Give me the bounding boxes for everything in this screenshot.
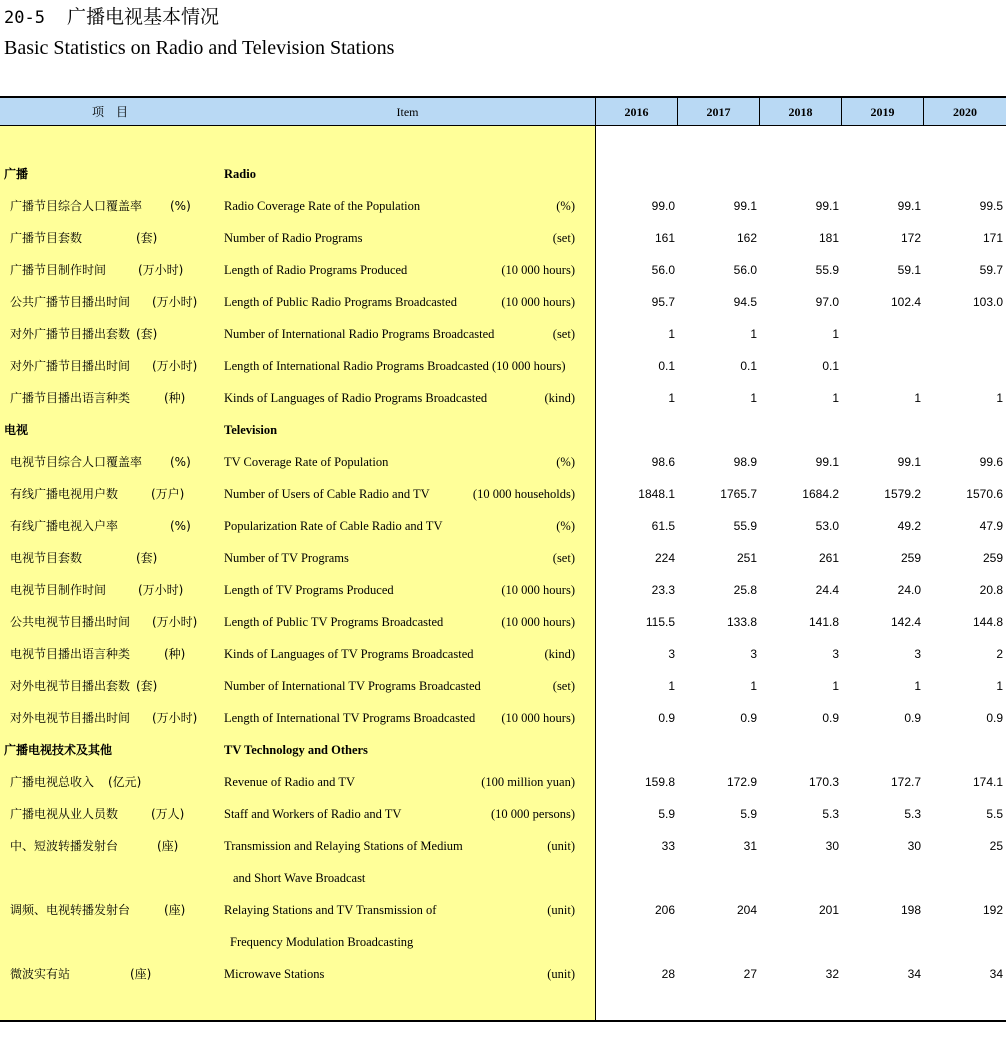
value-cell: 34 [989, 967, 1003, 981]
unit-label-cn: (万小时) [152, 711, 198, 725]
value-cell: 34 [907, 967, 921, 981]
item-label-cn: 广播节目套数 [10, 231, 83, 245]
item-label-cn: 电视节目综合人口覆盖率 [10, 455, 143, 469]
table-row [0, 711, 1006, 743]
unit-label-cn: (座) [164, 903, 186, 917]
value-cell: 1 [750, 391, 757, 405]
value-cell: 1 [668, 327, 675, 341]
table-row [0, 839, 1006, 871]
table-bottom-rule [0, 1020, 1006, 1022]
item-label-en: Number of Users of Cable Radio and TV [224, 487, 430, 501]
value-cell: 171 [982, 231, 1003, 245]
value-cell: 99.0 [651, 199, 675, 213]
item-label-cn: 电视节目套数 [10, 551, 83, 565]
value-cell: 55.9 [815, 263, 839, 277]
unit-label-en: (10 000 persons) [490, 807, 575, 821]
value-cell: 99.6 [979, 455, 1003, 469]
unit-label-en: (10 000 hours) [501, 615, 575, 629]
value-cell: 1 [832, 679, 839, 693]
value-cell: 56.0 [651, 263, 675, 277]
unit-label-en: (kind) [544, 647, 575, 661]
unit-label-en: (set) [552, 327, 575, 341]
header-year: 2016 [624, 105, 649, 119]
value-cell: 25 [989, 839, 1003, 853]
value-cell: 1 [750, 327, 757, 341]
unit-label-en: (10 000 hours) [501, 711, 575, 725]
unit-label-cn: (万小时) [152, 615, 198, 629]
table-row [0, 359, 1006, 391]
value-cell: 53.0 [815, 519, 839, 533]
value-cell: 1 [668, 391, 675, 405]
unit-label-en: (10 000 hours) [501, 263, 575, 277]
value-cell: 261 [818, 551, 839, 565]
table-row [0, 807, 1006, 839]
value-cell: 115.5 [645, 615, 675, 629]
value-cell: 3 [914, 647, 921, 661]
unit-label-cn: (万户) [151, 487, 185, 501]
value-cell: 99.1 [733, 199, 757, 213]
item-label-en: Length of Public Radio Programs Broadcasted [224, 295, 457, 309]
value-cell: 0.1 [822, 359, 839, 373]
value-cell: 0.9 [740, 711, 757, 725]
table-row [0, 903, 1006, 935]
table-title-cn [4, 6, 219, 29]
item-label-en: Length of Radio Programs Produced [224, 263, 408, 277]
item-label-cn: 电视节目播出语言种类 [10, 647, 131, 661]
value-cell: 30 [907, 839, 921, 853]
value-cell: 162 [736, 231, 757, 245]
unit-label-cn: (%) [170, 519, 191, 533]
value-cell: 95.7 [651, 295, 675, 309]
unit-label-cn: (套) [136, 679, 158, 693]
value-cell: 159.8 [644, 775, 675, 789]
value-cell: 56.0 [733, 263, 757, 277]
value-cell: 24.4 [815, 583, 839, 597]
item-label-en: Popularization Rate of Cable Radio and TV [224, 519, 443, 533]
value-cell: 1 [914, 679, 921, 693]
value-cell: 0.9 [658, 711, 675, 725]
item-label-en: Number of International TV Programs Broadcasted [224, 679, 481, 693]
item-label-en: Microwave Stations [224, 967, 325, 981]
item-label-en: Length of TV Programs Produced [224, 583, 394, 597]
item-label-cn: 广播节目播出语言种类 [10, 391, 131, 405]
unit-label-cn: (种) [164, 391, 186, 405]
header-item-cn: 项 目 [91, 105, 128, 119]
value-cell: 1 [914, 391, 921, 405]
header-divider [677, 96, 678, 126]
value-cell: 1684.2 [802, 487, 839, 501]
unit-label-en: (10 000 hours) [501, 583, 575, 597]
item-label-en: Number of International Radio Programs Broadcasted [224, 327, 495, 341]
value-cell: 172 [900, 231, 921, 245]
value-cell: 55.9 [733, 519, 757, 533]
unit-label-cn: (套) [136, 551, 158, 565]
value-cell: 172.7 [890, 775, 921, 789]
value-cell: 24.0 [897, 583, 921, 597]
section-label-en: Television [224, 423, 278, 437]
header-year: 2020 [953, 105, 977, 119]
unit-label-cn: (座) [157, 839, 179, 853]
item-label-cn: 广播电视总收入 [10, 775, 95, 789]
item-label-en: Kinds of Languages of Radio Programs Broadcasted [224, 391, 488, 405]
table-row [0, 679, 1006, 711]
table-row [0, 615, 1006, 647]
table-row [0, 519, 1006, 551]
item-label-cn: 公共广播节目播出时间 [10, 295, 131, 309]
unit-label-en: (kind) [544, 391, 575, 405]
unit-label-cn: (套) [136, 327, 158, 341]
section-label-cn: 广播电视技术及其他 [4, 743, 113, 757]
value-cell: 5.9 [740, 807, 757, 821]
value-cell: 259 [982, 551, 1003, 565]
value-cell: 1765.7 [720, 487, 757, 501]
unit-label-en: (%) [556, 455, 575, 469]
item-label-cn: 对外电视节目播出套数 [10, 679, 131, 693]
table-row [0, 295, 1006, 327]
value-cell: 1 [996, 391, 1003, 405]
header-divider [759, 96, 760, 126]
value-cell: 204 [736, 903, 757, 917]
unit-label-en: (unit) [547, 967, 575, 981]
title-text-cn: 广播电视基本情况 [66, 6, 219, 28]
value-cell: 33 [661, 839, 675, 853]
unit-label-cn: (%) [170, 199, 191, 213]
header-item-en: Item [396, 105, 419, 119]
value-cell: 98.9 [733, 455, 757, 469]
value-cell: 99.1 [815, 199, 839, 213]
unit-label-cn: (套) [136, 231, 158, 245]
unit-label-en: (set) [552, 679, 575, 693]
value-cell: 1570.6 [966, 487, 1003, 501]
item-label-cn: 对外电视节目播出时间 [10, 711, 131, 725]
table-number: 20-5 [4, 8, 45, 28]
unit-label-en: (set) [552, 551, 575, 565]
value-cell: 174.1 [972, 775, 1003, 789]
unit-label-cn: (万小时) [152, 359, 198, 373]
value-cell: 1 [996, 679, 1003, 693]
item-label-en: Staff and Workers of Radio and TV [224, 807, 402, 821]
value-cell: 99.1 [897, 199, 921, 213]
table-title-en: Basic Statistics on Radio and Television Stations [4, 37, 395, 59]
value-cell: 0.9 [904, 711, 921, 725]
unit-label-cn: (座) [130, 967, 152, 981]
unit-label-en: (10 000 hours) [501, 295, 575, 309]
value-cell: 2 [996, 647, 1003, 661]
item-label-cn: 调频、电视转播发射台 [10, 903, 131, 917]
value-cell: 1848.1 [638, 487, 675, 501]
unit-label-en: (unit) [547, 839, 575, 853]
value-cell: 49.2 [897, 519, 921, 533]
unit-label-cn: (万小时) [138, 583, 184, 597]
value-cell: 0.1 [658, 359, 675, 373]
value-cell: 5.3 [904, 807, 921, 821]
value-cell: 1579.2 [884, 487, 921, 501]
header-year: 2018 [788, 105, 813, 119]
value-cell: 1 [750, 679, 757, 693]
value-cell: 94.5 [733, 295, 757, 309]
value-cell: 23.3 [651, 583, 675, 597]
value-cell: 30 [825, 839, 839, 853]
value-cell: 3 [668, 647, 675, 661]
value-cell: 0.1 [740, 359, 757, 373]
table-row [0, 487, 1006, 519]
item-label-cn: 广播电视从业人员数 [10, 807, 119, 821]
value-cell: 5.5 [986, 807, 1003, 821]
value-cell: 102.4 [890, 295, 921, 309]
value-cell: 28 [661, 967, 675, 981]
unit-label-cn: (种) [164, 647, 186, 661]
value-cell: 144.8 [972, 615, 1003, 629]
value-cell: 251 [736, 551, 757, 565]
unit-label-cn: (%) [170, 455, 191, 469]
value-cell: 27 [743, 967, 757, 981]
value-cell: 161 [654, 231, 675, 245]
item-label-cn: 有线广播电视用户数 [10, 487, 119, 501]
continuation-row [0, 935, 1006, 967]
continuation-row [0, 871, 1006, 903]
table-row [0, 583, 1006, 615]
section-row [0, 743, 1006, 775]
value-cell: 198 [900, 903, 921, 917]
item-label-en: Length of International Radio Programs Broadcasted (10 000 hours) [224, 359, 566, 373]
section-label-en: TV Technology and Others [224, 743, 368, 757]
item-label-en: Transmission and Relaying Stations of Medium [224, 839, 463, 853]
value-cell: 5.9 [658, 807, 675, 821]
value-cell: 99.1 [815, 455, 839, 469]
table-row [0, 391, 1006, 423]
unit-label-cn: (万小时) [152, 295, 198, 309]
unit-label-en: (unit) [547, 903, 575, 917]
value-cell: 3 [750, 647, 757, 661]
value-cell: 0.9 [986, 711, 1003, 725]
item-label-cn: 对外广播节目播出时间 [10, 359, 131, 373]
header-divider [923, 96, 924, 126]
value-cell: 31 [743, 839, 757, 853]
value-cell: 61.5 [651, 519, 675, 533]
header-year: 2019 [870, 105, 895, 119]
value-cell: 25.8 [733, 583, 757, 597]
item-label-en: Length of Public TV Programs Broadcasted [224, 615, 444, 629]
value-cell: 97.0 [815, 295, 839, 309]
unit-label-cn: (万人) [151, 807, 185, 821]
value-cell: 98.6 [651, 455, 675, 469]
unit-label-en: (10 000 households) [472, 487, 575, 501]
value-cell: 1 [832, 391, 839, 405]
value-cell: 99.1 [897, 455, 921, 469]
table-row [0, 775, 1006, 807]
item-label-en: Number of TV Programs [224, 551, 349, 565]
item-label-cn: 有线广播电视入户率 [10, 519, 119, 533]
item-label-en: TV Coverage Rate of Population [224, 455, 389, 469]
value-cell: 20.8 [979, 583, 1003, 597]
item-label-cn: 广播节目制作时间 [10, 263, 107, 277]
item-label-en: Radio Coverage Rate of the Population [224, 199, 421, 213]
table-row [0, 647, 1006, 679]
item-label-cn: 电视节目制作时间 [10, 583, 107, 597]
value-cell: 206 [654, 903, 675, 917]
unit-label-en: (%) [556, 519, 575, 533]
value-cell: 141.8 [808, 615, 839, 629]
item-label-cn: 对外广播节目播出套数 [10, 327, 131, 341]
unit-label-en: (100 million yuan) [481, 775, 575, 789]
table-row [0, 263, 1006, 295]
value-cell: 172.9 [726, 775, 757, 789]
item-label-en-continued: and Short Wave Broadcast [233, 871, 366, 885]
unit-label-en: (%) [556, 199, 575, 213]
value-cell: 224 [654, 551, 675, 565]
item-label-en: Relaying Stations and TV Transmission of [224, 903, 437, 917]
item-label-en: Length of International TV Programs Broadcasted [224, 711, 476, 725]
section-label-cn: 电视 [4, 423, 29, 437]
table-row [0, 455, 1006, 487]
unit-label-cn: (亿元) [108, 775, 142, 789]
table-row [0, 231, 1006, 263]
value-cell: 3 [832, 647, 839, 661]
value-cell: 1 [668, 679, 675, 693]
table-header [0, 96, 1006, 126]
value-cell: 59.7 [979, 263, 1003, 277]
value-cell: 0.9 [822, 711, 839, 725]
section-label-cn: 广播 [4, 167, 29, 181]
item-label-cn: 中、短波转播发射台 [10, 839, 119, 853]
value-cell: 32 [825, 967, 839, 981]
item-label-en: Revenue of Radio and TV [224, 775, 355, 789]
value-cell: 99.5 [979, 199, 1003, 213]
value-cell: 192 [982, 903, 1003, 917]
value-cell: 47.9 [979, 519, 1003, 533]
unit-label-cn: (万小时) [138, 263, 184, 277]
section-row [0, 167, 1006, 199]
value-cell: 142.4 [890, 615, 921, 629]
table-row [0, 327, 1006, 359]
value-cell: 133.8 [726, 615, 757, 629]
item-label-en: Number of Radio Programs [224, 231, 363, 245]
table-row [0, 199, 1006, 231]
value-cell: 201 [818, 903, 839, 917]
value-cell: 5.3 [822, 807, 839, 821]
item-label-cn: 微波实有站 [10, 967, 71, 981]
item-label-en-continued: Frequency Modulation Broadcasting [230, 935, 414, 949]
header-divider [841, 96, 842, 126]
header-year: 2017 [706, 105, 731, 119]
item-label-en: Kinds of Languages of TV Programs Broadcasted [224, 647, 474, 661]
item-label-cn: 公共电视节目播出时间 [10, 615, 131, 629]
value-cell: 1 [832, 327, 839, 341]
section-label-en: Radio [224, 167, 256, 181]
value-cell: 59.1 [897, 263, 921, 277]
value-cell: 170.3 [808, 775, 839, 789]
section-row [0, 423, 1006, 455]
value-cell: 259 [900, 551, 921, 565]
table-row [0, 967, 1006, 999]
table-row [0, 551, 1006, 583]
item-label-cn: 广播节目综合人口覆盖率 [10, 199, 143, 213]
value-cell: 181 [818, 231, 839, 245]
unit-label-en: (set) [552, 231, 575, 245]
value-cell: 103.0 [972, 295, 1003, 309]
